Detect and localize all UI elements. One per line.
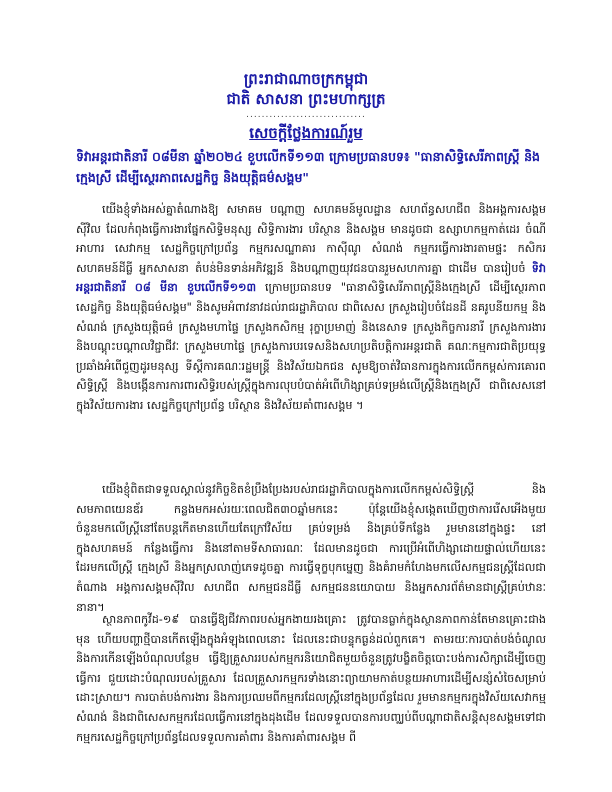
- paragraph-1: [76, 200, 546, 416]
- paragraph-3: ស្ថានភាពកូវីដ-១៩ បានធ្វើឱ្យជីវភាពរបស់អ្នកងាយរងគ្រោះ ត្រូវបានធ្លាក់ក្នុងស្ថានភាពកាន់តែមានគ្រោះជាងមុន ហើយបញ្ហាថ្មីបានកើតឡើងក្នុងអំឡុងពេលនោះ ដែលនេះជាបន្ទុកធ្ងន់ដល់ពួកគេ។ តាមរយៈការបាត់បង់ចំណូល និងការកើនឡើងបំណុលបន្ថែម ធ្វើឱ្យគ្រួសាររបស់កម្មករនិយោជិតមួយចំនួនត្រូវបង្ខិតចិត្តបោះបង់ការសិក្សាដើម្បីចេញធ្វើការ ជួយដោះបំណុលរបស់គ្រួសារ ដែលគ្រួសារកម្មករទាំងនោះព្យាយាមកាត់បន្ថយអាហារដើម្បីសន្សំសំចៃសម្រាប់ដោះស្រាយ។ ការបាត់បង់ការងារ និងការប្រឈមពីកម្មករដែលស្រ្តីនៅក្នុងប្រព័ន្ធដែល រួមមានកម្មករក្នុងវិស័យសេវាកម្ម សំណង់ និងជាពិសេសកម្មករដែលធ្វើការនៅក្នុងដុងដើម ដែលទទួលបានការបញ្ឈប់ពីបណ្តាជាតិសន្តិសុខសង្គមទៅជា កម្មករសេដ្ឋកិច្ចក្រៅប្រព័ន្ធដែលទទួលការគាំពារ និងការគាំពារសង្គម ពី: [76, 613, 546, 744]
- statement-title: សេចក្តីថ្លែងការណ៍រួម: [249, 124, 363, 142]
- kingdom-title: ព្រះរាជាណាចក្រកម្ពុជា: [243, 70, 369, 88]
- paragraph-1-tail: ក្រោមប្រធានបទ "ធានាសិទ្ធិសេរីភាពស្រ្តីនិងក្មេងស្រី ដើម្បីស្ថេរភាពសេដ្ឋកិច្ច និងយុត្តិធម៌សង្គម" និងសូមអំពាវនាវដល់រាជរដ្ឋាភិបាល ជាពិសេស ក្រសួងរៀបចំដែនដី នគរូបនីយកម្ម និងសំណង់ ក្រសួងយុត្តិធម៌ ក្រសួងមហាផ្ទៃ ក្រសួងកសិកម្ម រុក្ខាប្រមាញ់ និងនេសាទ ក្រសួងកិច្ចការនារី ក្រសួងការងារ និងបណ្តុះបណ្តាលវិជ្ជាជីវៈ ក្រសួងមហាផ្ទៃ ក្រសួងការបរទេសនិងសហប្រតិបត្តិការអន្តរជាតិ គណៈកម្មការជាតិប្រយុទ្ធប្រឆាំងអំពើជួញដូរមនុស្ស ទីស្តីការគណៈរដ្ឋមន្ត្រី និងវិស័យឯកជន សូមឱ្យចាត់វិធានការក្នុងការលើកកម្ពស់ការគោរពសិទ្ធិស្រ្តី និងបង្កើនការការពារសិទ្ធិរបស់ស្រ្តីក្នុងការលុបបំបាត់អំពើហិង្សាគ្រប់ទម្រង់លើស្រ្តីនិងក្មេងស្រី ជាពិសេសនៅក្នុងវិស័យការងារ សេដ្ឋកិច្ចក្រៅប្រព័ន្ធ បរិស្ថាន និងវិស័យគាំពារសង្គម ។: [76, 281, 546, 412]
- header-divider: ...............................: [246, 110, 366, 120]
- statement-subtitle: ទិវាអន្តរជាតិនារី ០៨មីនា ឆ្នាំ២០២៤ ខួបលើកទី១១៣ ក្រោមប្រធានបទ៖ "ធានាសិទ្ធិសេរីភាពស្រ្តី និងក្មេងស្រី ដើម្បីស្ថេរភាពសេដ្ឋកិច្ច និងយុត្តិធម៌សង្គម": [76, 149, 540, 185]
- paragraph-1-lead: យើងខ្ញុំទាំងអស់គ្នាតំណាងឱ្យ សមាគម បណ្តាញ សហគមន៍មូលដ្ឋាន សហព័ន្ធសហជីព និងអង្គការសង្គមស៊ីវិល ដែលកំពុងធ្វើការងារផ្នែកសិទ្ធិមនុស្ស សិទ្ធិការងារ បរិស្ថាន និងសង្គម មានដូចជា ឧស្សាហកម្មកាត់ដេរ ចំណីអាហារ សេវាកម្ម សេដ្ឋកិច្ចក្រៅប្រព័ន្ធ កម្មករសណ្ឋាគារ កាស៊ីណូ សំណង់ កម្មករធ្វើការងារតាមផ្ទះ កសិករ សហគមន៍ដីធ្លី អ្នកសាសនា តំបន់មិនទាន់អភិវឌ្ឍន៍ និងបណ្តាញយុវជនបានរួមសហការគ្នា ជាដើម បានរៀបចំ: [76, 203, 546, 275]
- paragraph-1-bold: ទិវាអន្តរជាតិនារី ០៨ មីនា ខួបលើកទី១១៣: [76, 261, 546, 295]
- paragraph-2: យើងខ្ញុំពិតជាទទួលស្គាល់នូវកិច្ចខិតខំប្រឹងប្រែងរបស់រាជរដ្ឋាភិបាលក្នុងការលើកកម្ពស់សិទ្ធិស្រ្តី និងសមភាពយេនឌ័រ កន្លងមកអស់រយៈពេលជិត៣០ឆ្នាំមកនេះ ប៉ុន្តែយើងខ្ញុំសង្កេតឃើញថាការរើសអើងមួយចំនួនមកលើស្រ្តីនៅតែបន្តកើតមានហើយតែក្រៅវិស័យ គ្រប់ទម្រង់ និងគ្រប់ទីកន្លែង រួមមាននៅក្នុងផ្ទះ នៅក្នុងសហគមន៍ កន្លែងធ្វើការ និងនៅតាមទីសាធារណៈ ដែលមានដូចជា ការប្រើអំពើហិង្សាដោយផ្ទាល់ហើយនេះដែរមកលើស្រ្តី ក្មេងស្រី និងអ្នកស្រលាញ់ភេទដូចគ្នា ការធ្វើទុក្ខបុកម្នេញ និងគំរាមកំហែងមកលើសកម្មជនស្រ្តីដែលជាតំណាង អង្គការសង្គមស៊ីវិល សហជីព សកម្មជនដីធ្លី សកម្មជននយោបាយ និងអ្នកសារព័ត៌មានជាស្ត្រីគ្រប់ឋានៈនានា។: [76, 483, 546, 614]
- national-motto: ជាតិ សាសនា ព្រះមហាក្សត្រ: [226, 90, 386, 108]
